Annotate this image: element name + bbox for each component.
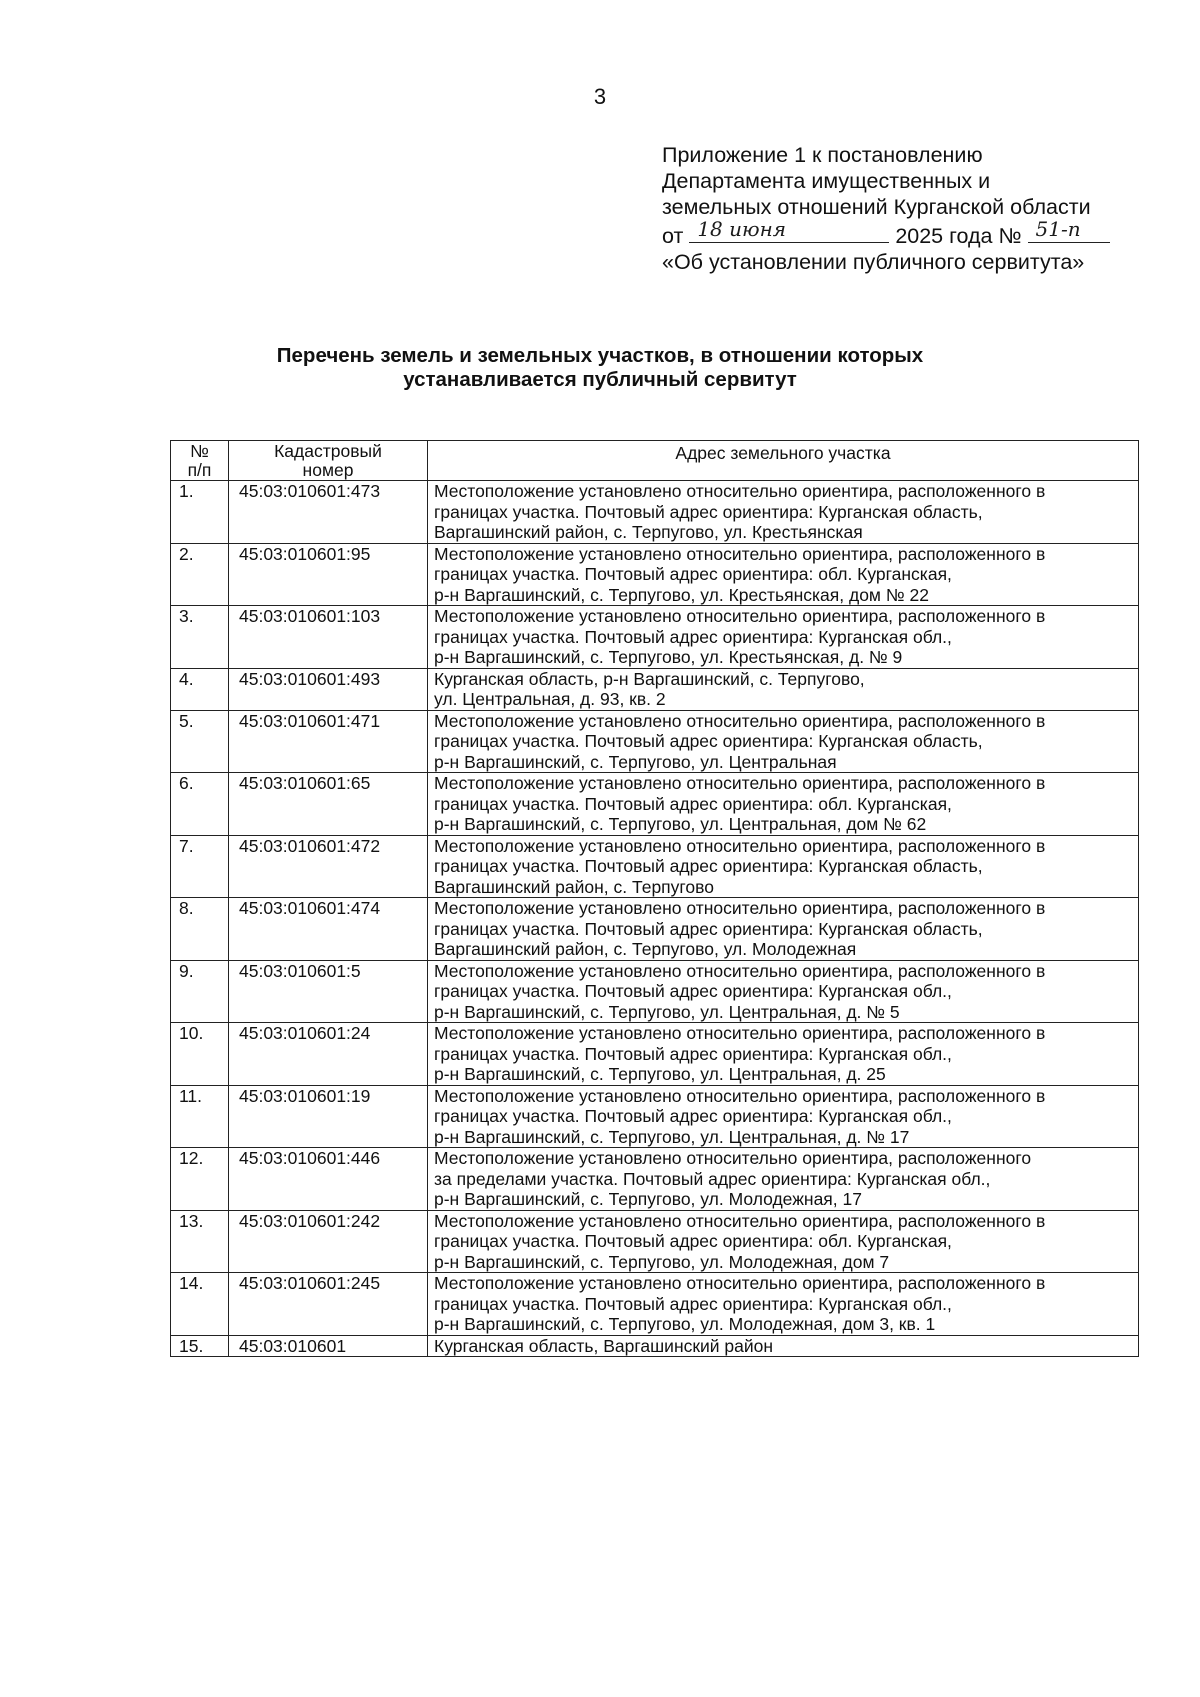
parcel-address <box>428 668 1139 710</box>
parcel-address <box>428 1023 1139 1086</box>
table-row <box>171 606 1139 669</box>
parcel-address <box>428 1085 1139 1148</box>
address-line: Местоположение установлено относительно ориентира, расположенного в <box>434 543 1046 564</box>
cadastral-number: 45:03:010601:474 <box>229 898 428 961</box>
row-number: 11. <box>171 1085 229 1148</box>
row-number: 4. <box>171 668 229 710</box>
cadastral-number: 45:03:010601:446 <box>229 1148 428 1211</box>
address-line: р-н Варгашинский, с. Терпугово, ул. Центральная, дом № 62 <box>434 814 927 834</box>
cadastral-number: 45:03:010601:471 <box>229 710 428 773</box>
title-line-1: Перечень земель и земельных участков, в отношении которых <box>276 344 924 367</box>
address-line: Местоположение установлено относительно ориентира, расположенного в <box>434 1210 1046 1231</box>
address-line: р-н Варгашинский, с. Терпугово, ул. Центральная, д. 25 <box>434 1064 886 1084</box>
parcel-address <box>428 1273 1139 1336</box>
cadastral-number: 45:03:010601:245 <box>229 1273 428 1336</box>
address-line: Местоположение установлено относительно ориентира, расположенного в <box>434 773 1046 793</box>
date-handwritten: 18 июня <box>697 217 787 241</box>
parcel-address <box>428 1335 1139 1357</box>
address-line: р-н Варгашинский, с. Терпугово, ул. Крестьянская, д. № 9 <box>434 647 903 667</box>
address-line: Варгашинский район, с. Терпугово <box>434 876 714 897</box>
parcels-table <box>170 440 1139 1357</box>
appendix-line-1: Приложение 1 к постановлению <box>662 143 983 167</box>
date-field <box>689 217 889 243</box>
table-header-row <box>171 441 1139 481</box>
address-line: Варгашинский район, с. Терпугово, ул. Крестьянская <box>434 522 863 542</box>
appendix-date-line <box>662 217 1110 249</box>
parcel-address <box>428 481 1139 544</box>
address-line: Местоположение установлено относительно ориентира, расположенного в <box>434 1273 1046 1293</box>
header-num <box>171 441 229 481</box>
appendix-header <box>662 142 1110 275</box>
table-row <box>171 773 1139 836</box>
address-line: границах участка. Почтовый адрес ориентира: Курганская область, <box>434 731 983 751</box>
parcel-address <box>428 606 1139 669</box>
address-line: границах участка. Почтовый адрес ориентира: Курганская обл., <box>434 626 952 647</box>
table-row <box>171 1023 1139 1086</box>
row-number: 15. <box>171 1335 229 1357</box>
cadastral-number: 45:03:010601 <box>229 1335 428 1357</box>
parcel-address <box>428 543 1139 606</box>
parcel-address <box>428 898 1139 961</box>
address-line: р-н Варгашинский, с. Терпугово, ул. Крестьянская, дом № 22 <box>434 584 929 605</box>
table-row <box>171 668 1139 710</box>
address-line: границах участка. Почтовый адрес ориентира: обл. Курганская, <box>434 564 952 584</box>
number-field <box>1028 217 1110 243</box>
address-line: р-н Варгашинский, с. Терпугово, ул. Молодежная, дом 3, кв. 1 <box>434 1314 936 1334</box>
row-number: 9. <box>171 960 229 1023</box>
address-line: границах участка. Почтовый адрес ориентира: Курганская обл., <box>434 981 952 1001</box>
address-line: р-н Варгашинский, с. Терпугово, ул. Молодежная, 17 <box>434 1189 862 1209</box>
header-cadastral <box>229 441 428 481</box>
table-row <box>171 543 1139 606</box>
address-line: границах участка. Почтовый адрес ориентира: Курганская обл., <box>434 1106 952 1126</box>
address-line: границах участка. Почтовый адрес ориентира: Курганская обл., <box>434 1043 952 1064</box>
address-line: границах участка. Почтовый адрес ориентира: Курганская область, <box>434 856 983 876</box>
row-number: 10. <box>171 1023 229 1086</box>
address-line: границах участка. Почтовый адрес ориентира: Курганская область, <box>434 501 983 522</box>
appendix-line-3: земельных отношений Курганской области <box>662 195 1091 219</box>
cadastral-number: 45:03:010601:24 <box>229 1023 428 1086</box>
row-number: 7. <box>171 835 229 898</box>
table-row <box>171 1210 1139 1273</box>
row-number: 1. <box>171 481 229 544</box>
appendix-line-5: «Об установлении публичного сервитута» <box>662 250 1085 274</box>
table-row <box>171 1148 1139 1211</box>
table-row <box>171 1335 1139 1357</box>
parcel-address <box>428 960 1139 1023</box>
header-num-line-2: п/п <box>187 460 212 480</box>
address-line: Местоположение установлено относительно ориентира, расположенного в <box>434 710 1046 731</box>
cadastral-number: 45:03:010601:103 <box>229 606 428 669</box>
parcel-address <box>428 835 1139 898</box>
date-prefix: от <box>662 224 684 248</box>
appendix-line-2: Департамента имущественных и <box>662 169 991 193</box>
table-row <box>171 1085 1139 1148</box>
page-number: 3 <box>593 84 607 109</box>
row-number: 2. <box>171 543 229 606</box>
row-number: 8. <box>171 898 229 961</box>
address-line: границах участка. Почтовый адрес ориентира: Курганская область, <box>434 918 983 939</box>
number-handwritten: 51-п <box>1035 217 1081 241</box>
document-title <box>150 344 1050 392</box>
address-line: Местоположение установлено относительно ориентира, расположенного в <box>434 606 1046 626</box>
cadastral-number: 45:03:010601:472 <box>229 835 428 898</box>
address-line: за пределами участка. Почтовый адрес ориентира: Курганская обл., <box>434 1168 991 1189</box>
address-line: Местоположение установлено относительно ориентира, расположенного в <box>434 1023 1046 1043</box>
address-line: р-н Варгашинский, с. Терпугово, ул. Центральная, д. № 5 <box>434 1001 900 1022</box>
header-cadastral-line-1: Кадастровый <box>274 441 382 461</box>
row-number: 5. <box>171 710 229 773</box>
header-cadastral-line-2: номер <box>302 460 354 480</box>
cadastral-number: 45:03:010601:95 <box>229 543 428 606</box>
address-line: границах участка. Почтовый адрес ориентира: обл. Курганская, <box>434 1231 952 1251</box>
cadastral-number: 45:03:010601:473 <box>229 481 428 544</box>
table-row <box>171 960 1139 1023</box>
address-line: Местоположение установлено относительно ориентира, расположенного <box>434 1148 1032 1168</box>
address-line: ул. Центральная, д. 93, кв. 2 <box>434 689 666 709</box>
address-line: Местоположение установлено относительно ориентира, расположенного в <box>434 835 1046 856</box>
cadastral-number: 45:03:010601:65 <box>229 773 428 836</box>
address-line: границах участка. Почтовый адрес ориентира: обл. Курганская, <box>434 793 952 814</box>
address-line: р-н Варгашинский, с. Терпугово, ул. Центральная, д. № 17 <box>434 1126 910 1147</box>
parcel-address <box>428 1148 1139 1211</box>
address-line: Курганская область, р-н Варгашинский, с. Терпугово, <box>434 668 865 689</box>
header-address-label: Адрес земельного участка <box>675 443 891 463</box>
table-row <box>171 481 1139 544</box>
cadastral-number: 45:03:010601:19 <box>229 1085 428 1148</box>
header-address <box>428 441 1139 481</box>
table-row <box>171 710 1139 773</box>
row-number: 13. <box>171 1210 229 1273</box>
address-line: р-н Варгашинский, с. Терпугово, ул. Центральная <box>434 751 837 772</box>
title-line-2: устанавливается публичный сервитут <box>403 368 797 391</box>
address-line: Местоположение установлено относительно ориентира, расположенного в <box>434 960 1046 981</box>
year-text: 2025 года № <box>895 224 1022 248</box>
address-line: р-н Варгашинский, с. Терпугово, ул. Молодежная, дом 7 <box>434 1251 890 1272</box>
address-line: границах участка. Почтовый адрес ориентира: Курганская обл., <box>434 1293 952 1314</box>
parcel-address <box>428 773 1139 836</box>
row-number: 12. <box>171 1148 229 1211</box>
parcel-address <box>428 710 1139 773</box>
table-row <box>171 835 1139 898</box>
address-line: Местоположение установлено относительно ориентира, расположенного в <box>434 898 1046 918</box>
cadastral-number: 45:03:010601:493 <box>229 668 428 710</box>
header-num-line-1: № <box>190 441 209 461</box>
parcel-address <box>428 1210 1139 1273</box>
table-row <box>171 898 1139 961</box>
address-line: Варгашинский район, с. Терпугово, ул. Молодежная <box>434 939 857 959</box>
row-number: 6. <box>171 773 229 836</box>
row-number: 3. <box>171 606 229 669</box>
cadastral-number: 45:03:010601:242 <box>229 1210 428 1273</box>
row-number: 14. <box>171 1273 229 1336</box>
address-line: Местоположение установлено относительно ориентира, расположенного в <box>434 481 1046 501</box>
address-line: Местоположение установлено относительно ориентира, расположенного в <box>434 1085 1046 1106</box>
cadastral-number: 45:03:010601:5 <box>229 960 428 1023</box>
table-row <box>171 1273 1139 1336</box>
address-line: Курганская область, Варгашинский район <box>434 1335 774 1356</box>
